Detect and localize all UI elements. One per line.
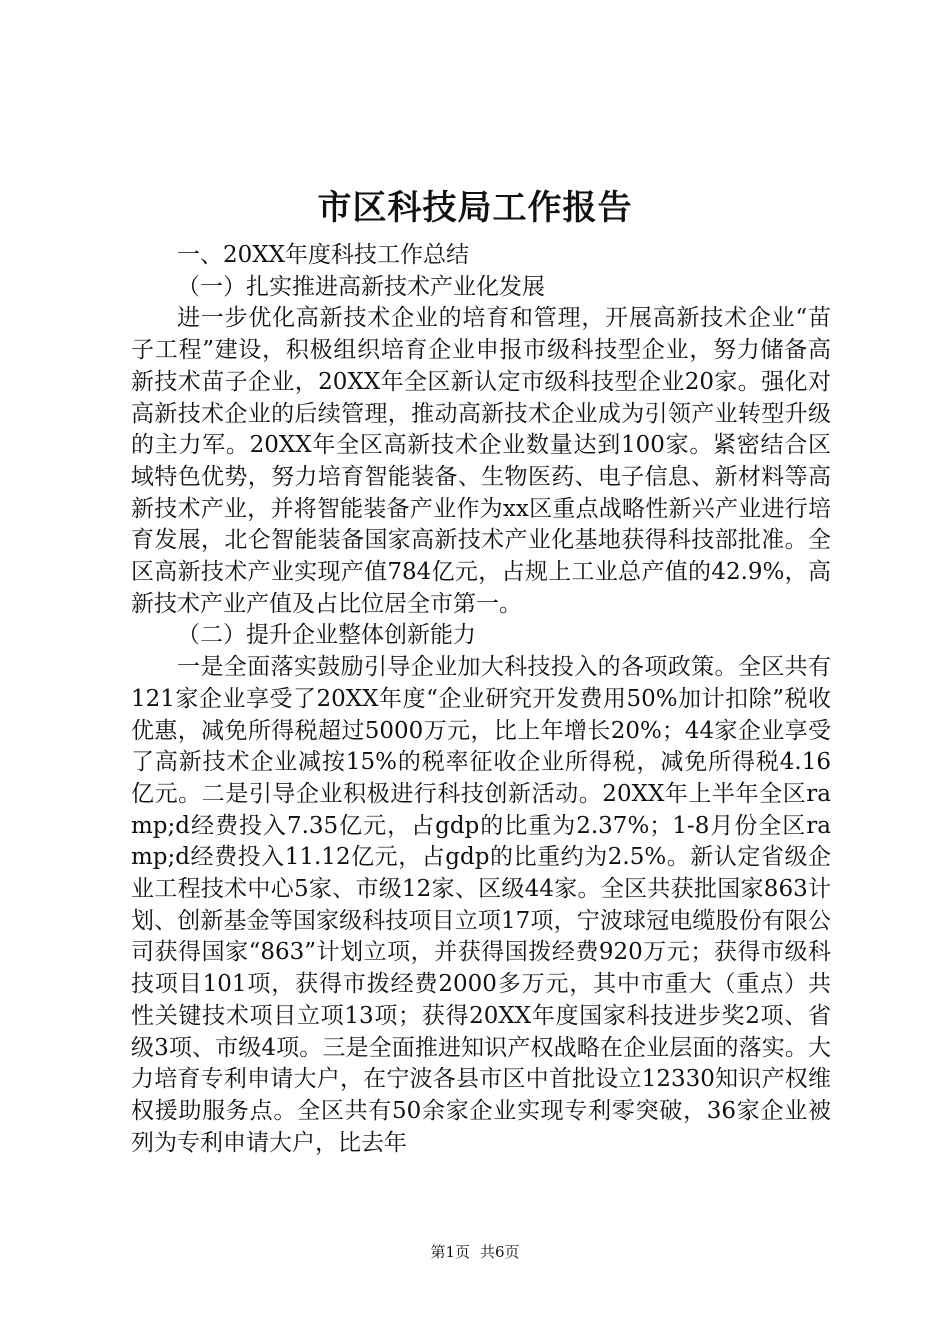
body-paragraph: 进一步优化高新技术企业的培育和管理，开展高新技术企业“苗子工程”建设，积极组织培育企业申报市级科技型企业，努力储备高新技术苗子企业，20XX年全区新认定市级科技型企业20家。强化对高新技术企业的后续管理，推动高新技术企业成为引领产业转型升级的主力军。20XX年全区高新技术企业数量达到100家。紧密结合区域特色优势，努力培育智能装备、生物医药、电子信息、新材料等高新技术产业，并将智能装备产业作为xx区重点战略性新兴产业进行培育发展，北仑智能装备国家高新技术产业化基地获得科技部批准。全区高新技术产业实现产值784亿元，占规上工业总产值的42.9%，高新技术产业产值及占比位居全市第一。 <box>131 305 831 617</box>
page-footer <box>0 1240 950 1264</box>
section-heading: 一、20XX年度科技工作总结 <box>177 242 470 268</box>
document-body <box>131 240 831 1159</box>
subsection-heading: （一）扎实推进高新技术产业化发展 <box>177 273 545 300</box>
body-paragraph: 一是全面落实鼓励引导企业加大科技投入的各项政策。全区共有121家企业享受了20XX年度“企业研究开发费用50%加计扣除”税收优惠，减免所得税超过5000万元，比上年增长20%；44家企业享受了高新技术企业减按15%的税率征收企业所得税，减免所得税4.16亿元。二是引导企业积极进行科技创新活动。20XX年上半年全区ramp;d经费投入7.35亿元，占gdp的比重为2.37%；1-8月份全区ramp;d经费投入11.12亿元，占gdp的比重约为2.5%。新认定省级企业工程技术中心5家、市级12家、区级44家。全区共获批国家863计划、创新基金等国家级科技项目立项17项，宁波球冠电缆股份有限公司获得国家“863”计划立项，并获得国拨经费920万元；获得市级科技项目101项，获得市拨经费2000多万元，其中市重大（重点）共性关键技术项目立项13项；获得20XX年度国家科技进步奖2项、省级3项、市级4项。三是全面推进知识产权战略在企业层面的落实。大力培育专利申请大户，在宁波各县市区中首批设立12330知识产权维权援助服务点。全区共有50余家企业实现专利零突破，36家企业被列为专利申请大户，比去年 <box>131 654 831 1156</box>
subsection-heading: （二）提升企业整体创新能力 <box>177 622 476 649</box>
page-number: 第1页 <box>430 1243 470 1261</box>
document-title: 市区科技局工作报告 <box>317 188 633 228</box>
page-total: 共6页 <box>480 1243 520 1261</box>
